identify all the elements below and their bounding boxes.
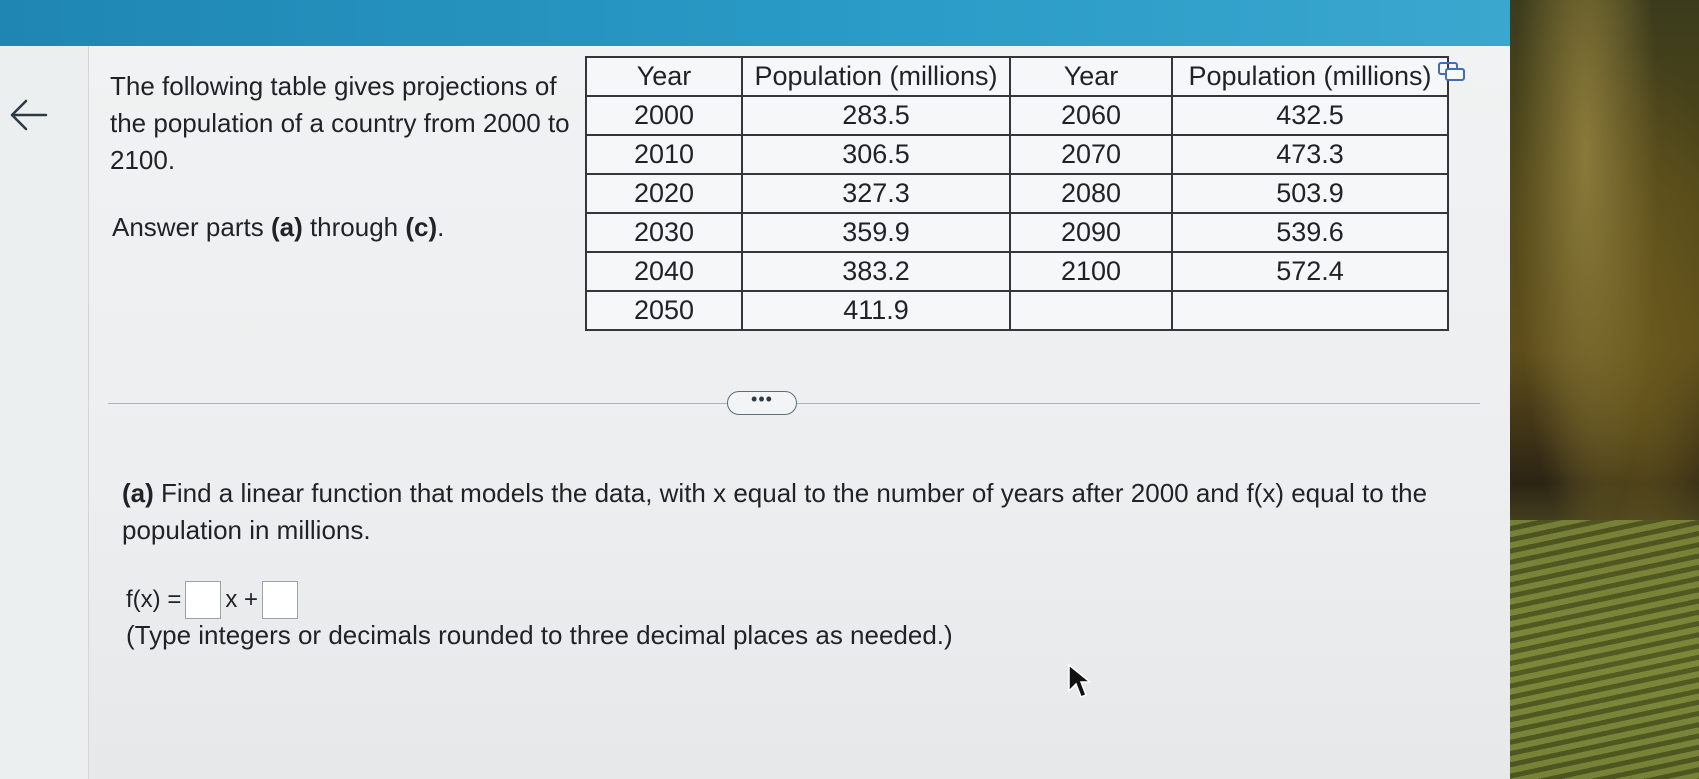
table-cell: 411.9 — [742, 291, 1010, 330]
rounding-hint: (Type integers or decimals rounded to three decimal places as needed.) — [126, 620, 953, 650]
mouse-pointer-icon — [1067, 663, 1091, 701]
answer-part-a: (a) — [270, 212, 303, 242]
slope-input[interactable] — [185, 581, 221, 619]
table-cell: 327.3 — [742, 174, 1010, 213]
table-cell: 383.2 — [742, 252, 1010, 291]
header-population-1: Population (millions) — [742, 57, 1010, 96]
table-cell: 503.9 — [1172, 174, 1448, 213]
background-landscape-photo — [1510, 0, 1699, 779]
answer-end: . — [437, 212, 445, 242]
intro-text: The following table gives projections of the population of a country from 2000 to 2100. — [110, 71, 570, 175]
table-header-row — [586, 57, 1448, 96]
table-cell: 2070 — [1010, 135, 1172, 174]
left-gutter — [0, 46, 89, 779]
table-cell: 2000 — [586, 96, 742, 135]
table-cell: 2020 — [586, 174, 742, 213]
answer-prefix: Answer parts — [112, 212, 271, 242]
copy-icon[interactable] — [1437, 60, 1467, 84]
table-cell: 2050 — [586, 291, 742, 330]
table-cell: 2030 — [586, 213, 742, 252]
table-row — [586, 135, 1448, 174]
table-cell: 2060 — [1010, 96, 1172, 135]
answer-part-c: (c) — [405, 212, 438, 242]
header-population-2: Population (millions) — [1172, 57, 1448, 96]
answer-parts-instruction — [112, 212, 444, 243]
table-row — [586, 213, 1448, 252]
table-row — [586, 291, 1448, 330]
table-row — [586, 174, 1448, 213]
question-a — [122, 475, 1462, 549]
table-cell: 473.3 — [1172, 135, 1448, 174]
header-year-2: Year — [1010, 57, 1172, 96]
formula-row — [126, 580, 302, 620]
table-cell: 2040 — [586, 252, 742, 291]
table-cell — [1010, 291, 1172, 330]
formula-mid: x + — [225, 586, 259, 613]
back-arrow-icon[interactable] — [6, 95, 50, 135]
intercept-input[interactable] — [262, 581, 298, 619]
table-cell: 539.6 — [1172, 213, 1448, 252]
problem-intro — [110, 68, 580, 179]
table-cell: 572.4 — [1172, 252, 1448, 291]
table-cell: 306.5 — [742, 135, 1010, 174]
answer-mid: through — [302, 212, 406, 242]
table-row — [586, 96, 1448, 135]
vineyard-rows — [1510, 520, 1699, 779]
table-cell: 2100 — [1010, 252, 1172, 291]
table-row — [586, 252, 1448, 291]
table-cell: 2090 — [1010, 213, 1172, 252]
header-year-1: Year — [586, 57, 742, 96]
table-cell — [1172, 291, 1448, 330]
question-a-text: Find a linear function that models the data, with x equal to the number of years after 2000 and f(x) equal to the population in millions. — [122, 478, 1428, 545]
population-table — [585, 56, 1449, 331]
expand-more-button[interactable]: ••• — [727, 391, 797, 415]
table-cell: 283.5 — [742, 96, 1010, 135]
table-cell: 359.9 — [742, 213, 1010, 252]
table-cell: 2010 — [586, 135, 742, 174]
table-cell: 2080 — [1010, 174, 1172, 213]
formula-lhs: f(x) = — [126, 586, 182, 613]
top-banner — [0, 0, 1510, 46]
table-cell: 432.5 — [1172, 96, 1448, 135]
question-a-label: (a) — [122, 478, 154, 508]
